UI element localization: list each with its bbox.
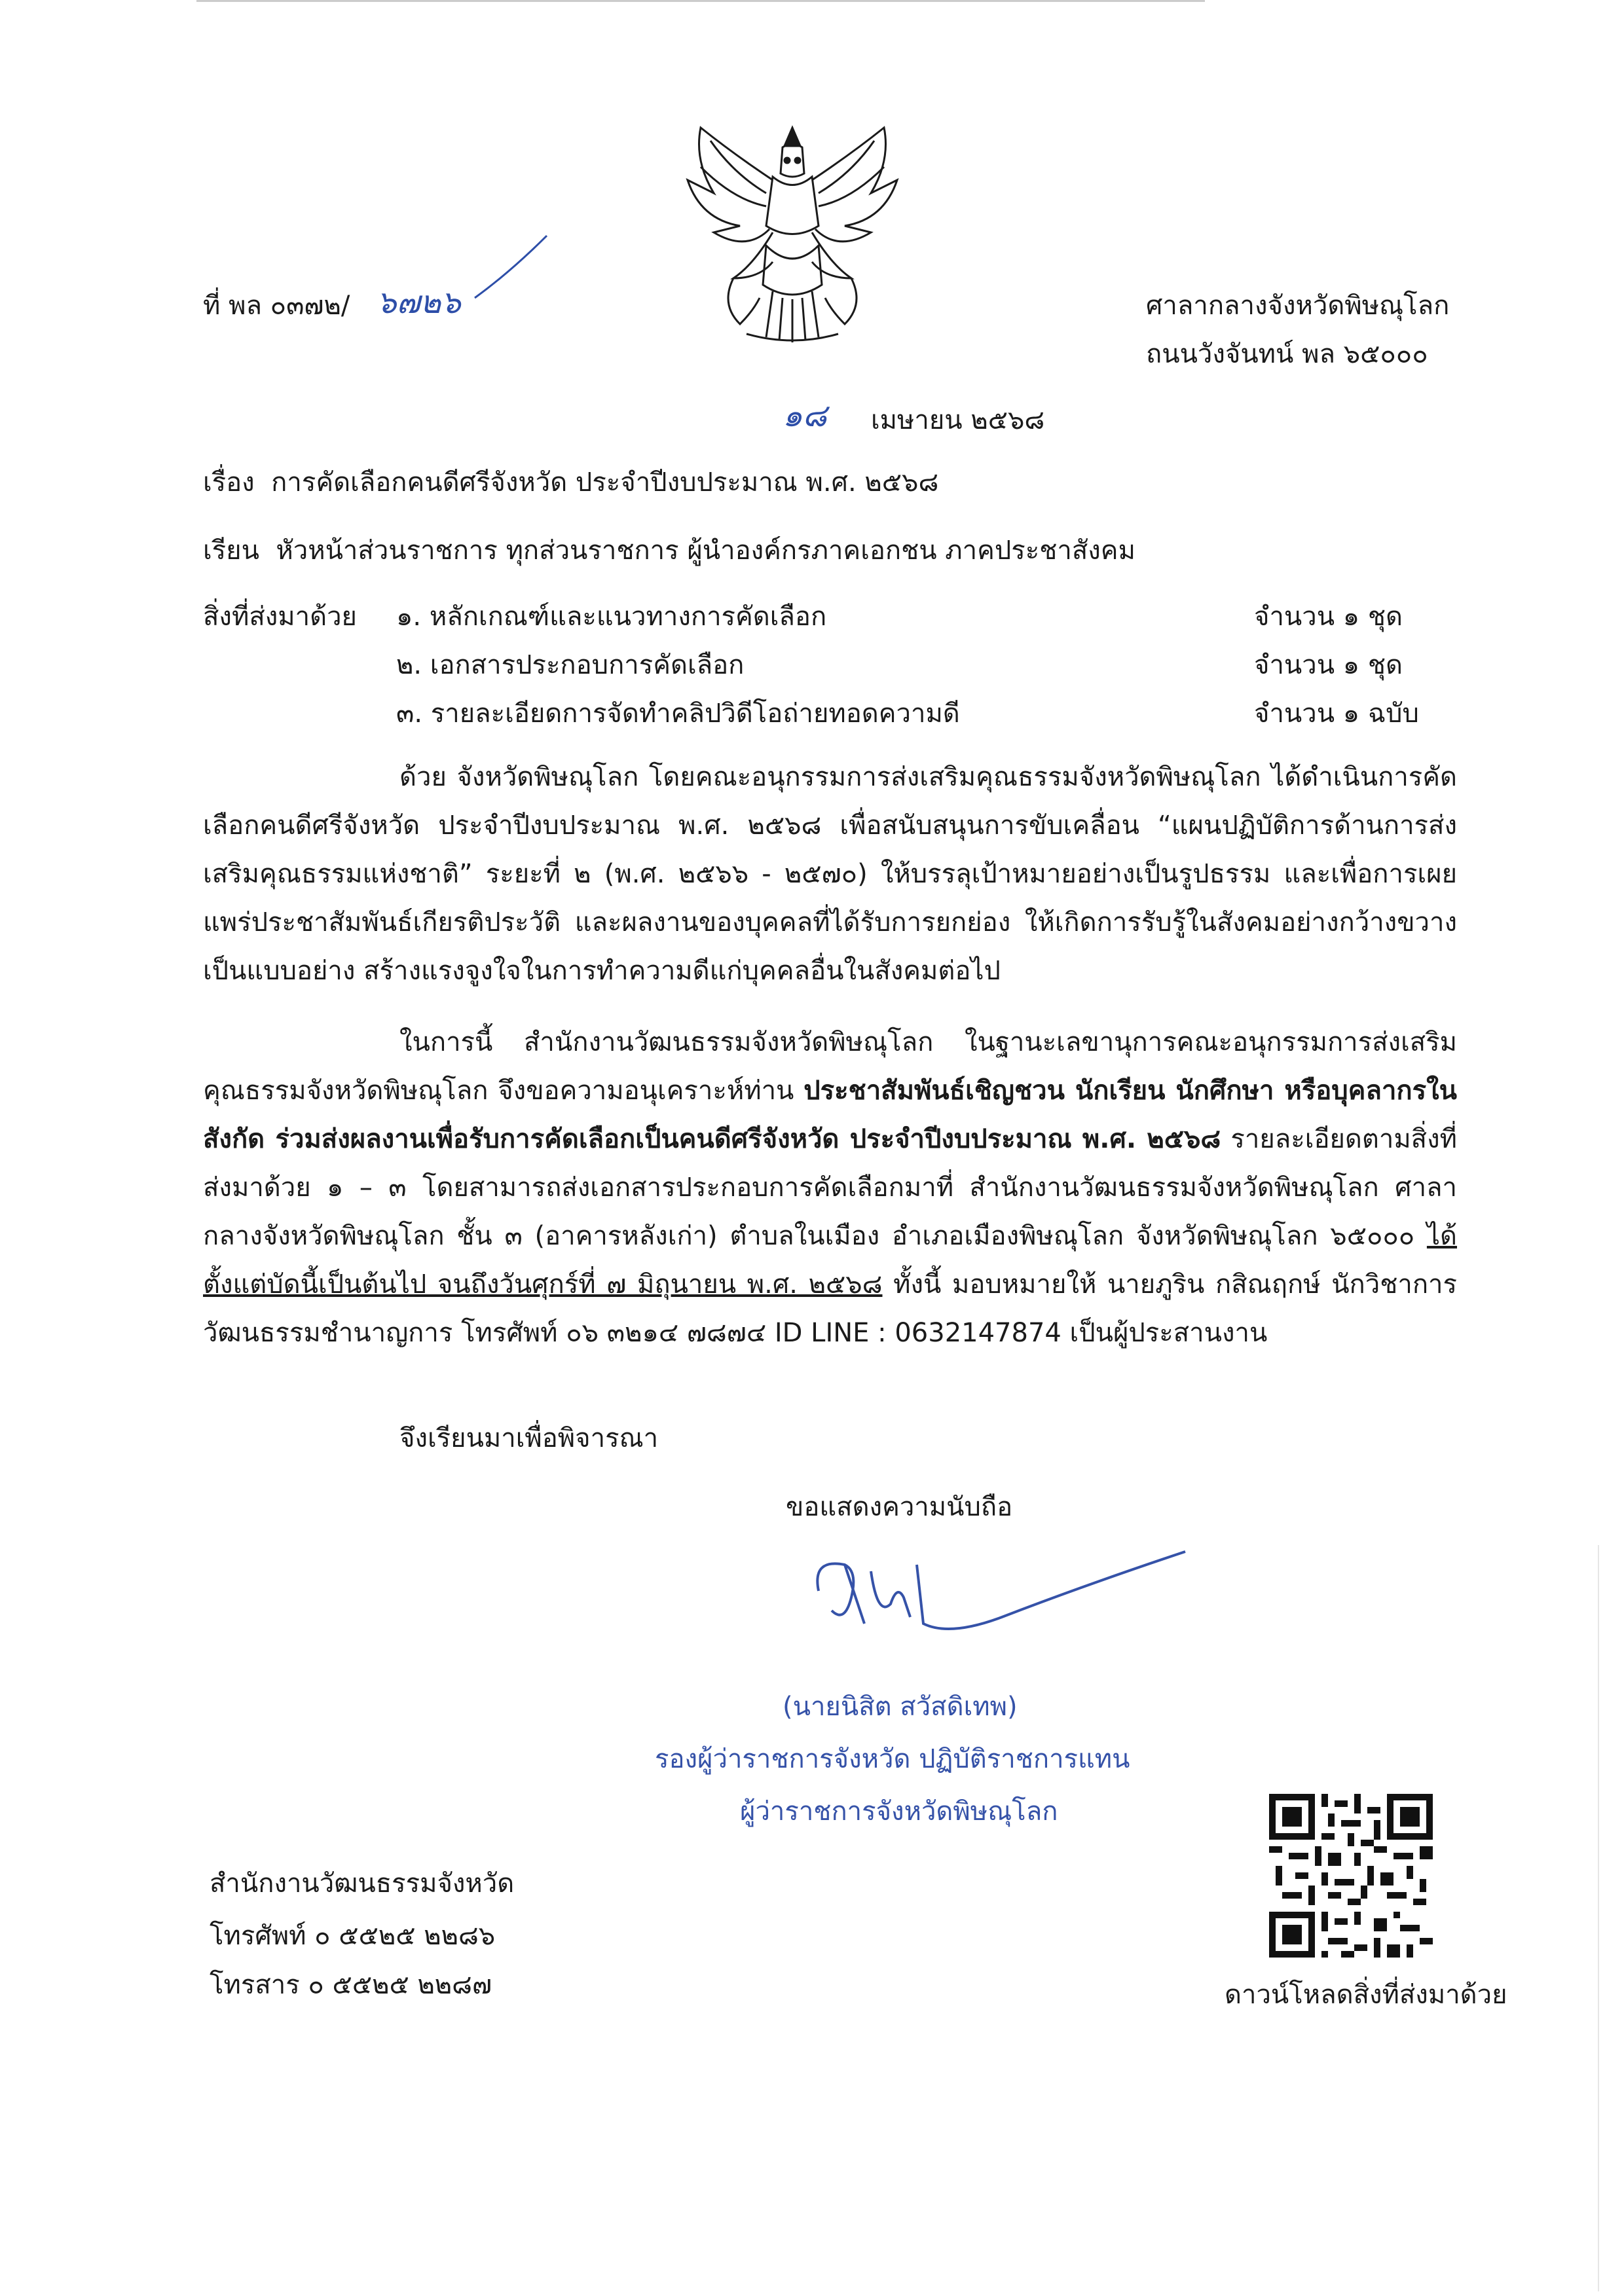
signature-salutation: ขอแสดงความนับถือ <box>786 1492 1013 1522</box>
attachments-label: สิ่งที่ส่งมาด้วย <box>203 602 357 632</box>
subject-text: การคัดเลือกคนดีศรีจังหวัด ประจำปีงบประมาณ พ.ศ. ๒๕๖๘ <box>271 467 939 498</box>
garuda-emblem-icon <box>674 115 910 350</box>
org-address-line1: ศาลากลางจังหวัดพิษณุโลก <box>1146 291 1450 321</box>
date-month-year: เมษายน ๒๕๖๘ <box>871 405 1045 435</box>
pen-stroke-mark <box>471 232 550 304</box>
body-paragraph-2 <box>203 1018 1457 1357</box>
attachment-item-qty: จำนวน ๑ ชุด <box>1254 602 1403 632</box>
attachment-item-text: ๓. รายละเอียดการจัดทำคลิปวิดีโอถ่ายทอดความดี <box>396 699 960 729</box>
footer-phone: โทรศัพท์ ๐ ๕๕๒๕ ๒๒๘๖ <box>210 1921 496 1951</box>
paragraph-2-details: รายละเอียดตามสิ่งที่ส่งมาด้วย ๑ – ๓ โดยสามารถส่งเอกสารประกอบการคัดเลือกมาที่ สำนักงานวัฒนธรรมจังหวัดพิษณุโลก ศาลากลางจังหวัดพิษณุโลก ชั้น ๓ (อาคารหลังเก่า) ตำบลในเมือง อำเภอเมืองพิษณุโลก จังหวัดพิษณุโลก ๖๕๐๐๐ <box>203 1124 1457 1251</box>
footer-fax: โทรสาร ๐ ๕๕๒๕ ๒๒๘๗ <box>210 1970 492 2000</box>
attachment-row <box>203 689 1447 738</box>
attachment-item-qty: จำนวน ๑ ชุด <box>1254 650 1403 680</box>
subject-label: เรื่อง <box>203 467 255 498</box>
attachment-item-text: ๒. เอกสารประกอบการคัดเลือก <box>396 650 745 680</box>
paragraph-2-emphasis: ประชาสัมพันธ์เชิญชวน นักเรียน นักศึกษา หรือบุคลากรในสังกัด ร่วมส่งผลงานเพื่อรับการคัดเลือกเป็นคนดีศรีจังหวัด ประจำปีงบประมาณ พ.ศ. ๒๕๖๘ <box>203 1076 1457 1154</box>
footer-office: สำนักงานวัฒนธรรมจังหวัด <box>210 1868 515 1899</box>
paragraph-2-intro: ในการนี้ สำนักงานวัฒนธรรมจังหวัดพิษณุโลก ในฐานะเลขานุการคณะอนุกรรมการส่งเสริมคุณธรรมจังหวัดพิษณุโลก จึงขอความอนุเคราะห์ท่าน <box>203 1027 1457 1106</box>
reference-number-handwritten: ๖๗๒๖ <box>377 284 461 321</box>
signatory-name: (นายนิสิต สวัสดิเทพ) <box>783 1692 1018 1722</box>
date-day-handwritten: ๑๘ <box>783 397 827 434</box>
attachment-row <box>203 641 1447 689</box>
recipient-line <box>203 526 1135 575</box>
paragraph-2-deadline: ได้ตั้งแต่บัดนี้เป็นต้นไป จนถึงวันศุกร์ที่ ๗ มิถุนายน พ.ศ. ๒๕๖๘ <box>203 1221 1457 1300</box>
attachment-row <box>203 592 1447 641</box>
closing-line: จึงเรียนมาเพื่อพิจารณา <box>399 1423 659 1453</box>
subject-line <box>203 458 938 507</box>
recipient-label: เรียน <box>203 536 259 566</box>
attachment-item-text: ๑. หลักเกณฑ์และแนวทางการคัดเลือก <box>396 602 827 632</box>
paragraph-2-contact: ทั้งนี้ มอบหมายให้ นายภูริน กสิณฤกษ์ นักวิชาการวัฒนธรรมชำนาญการ โทรศัพท์ ๐๖ ๓๒๑๔ ๗๘๗๔ ID LINE : 0632147874 เป็นผู้ประสานงาน <box>203 1269 1457 1348</box>
body-paragraph-1 <box>203 753 1457 995</box>
recipient-text: หัวหน้าส่วนราชการ ทุกส่วนราชการ ผู้นำองค์กรภาคเอกชน ภาคประชาสังคม <box>276 536 1135 566</box>
signatory-position-1: รองผู้ว่าราชการจังหวัด ปฏิบัติราชการแทน <box>655 1744 1130 1774</box>
signatory-position-2: ผู้ว่าราชการจังหวัดพิษณุโลก <box>740 1796 1058 1827</box>
qr-caption: ดาวน์โหลดสิ่งที่ส่งมาด้วย <box>1225 1980 1507 2010</box>
attachment-item-qty: จำนวน ๑ ฉบับ <box>1254 699 1419 729</box>
scan-right-edge <box>1598 1545 1599 2291</box>
paragraph-1-text: ด้วย จังหวัดพิษณุโลก โดยคณะอนุกรรมการส่งเสริมคุณธรรมจังหวัดพิษณุโลก ได้ดำเนินการคัดเลือกคนดีศรีจังหวัด ประจำปีงบประมาณ พ.ศ. ๒๕๖๘ เพื่อสนับสนุนการขับเคลื่อน “แผนปฏิบัติการด้านการส่งเสริมคุณธรรมแห่งชาติ” ระยะที่ ๒ (พ.ศ. ๒๕๖๖ - ๒๕๗๐) ให้บรรลุเป้าหมายอย่างเป็นรูปธรรม และเพื่อการเผยแพร่ประชาสัมพันธ์เกียรติประวัติ และผลงานของบุคคลที่ได้รับการยกย่อง ให้เกิดการรับรู้ในสังคมอย่างกว้างขวาง เป็นแบบอย่าง สร้างแรงจูงใจในการทำความดีแก่บุคคลอื่นในสังคมต่อไป <box>203 762 1457 986</box>
qr-code-icon[interactable] <box>1269 1794 1433 1958</box>
reference-number-label: ที่ พล ๐๓๗๒/ <box>203 291 350 321</box>
org-address-line2: ถนนวังจันทน์ พล ๖๕๐๐๐ <box>1146 339 1428 369</box>
scan-top-edge <box>196 0 1205 2</box>
handwritten-signature <box>805 1539 1192 1643</box>
